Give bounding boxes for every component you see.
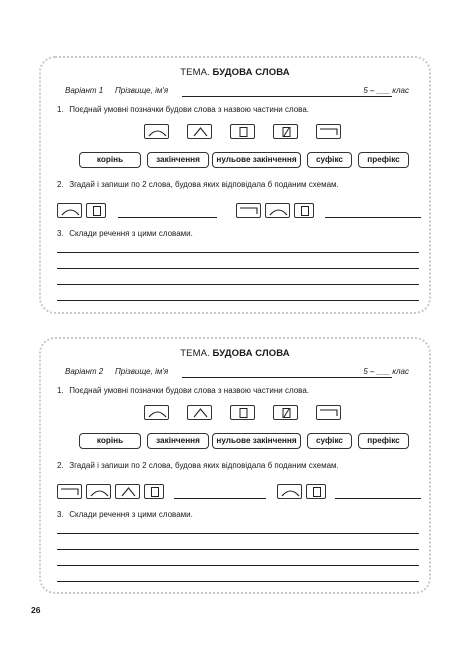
task-number: 2. bbox=[57, 461, 64, 470]
sentence-line[interactable] bbox=[57, 252, 419, 253]
scheme-b-ending bbox=[294, 203, 314, 218]
ending-box-symbol[interactable] bbox=[230, 405, 255, 420]
sentence-line[interactable] bbox=[57, 565, 419, 566]
variant-label: Варіант 1 bbox=[65, 86, 104, 95]
label-row bbox=[79, 433, 409, 449]
prefix-mark-icon bbox=[317, 125, 342, 140]
variant-label: Варіант 2 bbox=[65, 367, 104, 376]
prefix-mark-icon bbox=[58, 485, 83, 500]
suffix-caret-icon bbox=[188, 406, 213, 421]
task-text: Згадай і запиши по 2 слова, будова яких відповідала б поданим схемам. bbox=[69, 180, 339, 189]
scheme-a-ending bbox=[86, 203, 106, 218]
root-arc-icon bbox=[87, 485, 112, 500]
answer-line-b[interactable] bbox=[325, 217, 421, 218]
worksheet-title bbox=[41, 67, 429, 78]
task-number: 2. bbox=[57, 180, 64, 189]
task-3 bbox=[57, 510, 193, 519]
zero-ending-icon bbox=[274, 406, 299, 421]
root-arc-symbol[interactable] bbox=[144, 405, 169, 420]
ending-box-icon bbox=[231, 125, 256, 140]
label-prefix[interactable]: префікс bbox=[358, 152, 409, 168]
prefix-mark-icon bbox=[317, 406, 342, 421]
task-number: 3. bbox=[57, 510, 64, 519]
worksheet-variant-1 bbox=[39, 56, 431, 314]
ending-box-icon bbox=[307, 485, 327, 500]
scheme-a-prefix bbox=[57, 484, 82, 499]
title-topic: БУДОВА СЛОВА bbox=[212, 348, 290, 359]
sentence-line[interactable] bbox=[57, 300, 419, 301]
root-arc-icon bbox=[145, 406, 170, 421]
scheme-a-root bbox=[57, 203, 82, 218]
task-number: 1. bbox=[57, 386, 64, 395]
task-2 bbox=[57, 461, 339, 470]
sentence-line[interactable] bbox=[57, 581, 419, 582]
task-1 bbox=[57, 105, 309, 114]
root-arc-icon bbox=[266, 204, 291, 219]
task-text: Поєднай умовні позначки будови слова з назвою частини слова. bbox=[69, 105, 309, 114]
suffix-caret-symbol[interactable] bbox=[187, 124, 212, 139]
label-suffix[interactable]: суфікс bbox=[307, 152, 352, 168]
answer-line-a[interactable] bbox=[174, 498, 266, 499]
ending-box-symbol[interactable] bbox=[230, 124, 255, 139]
sentence-line[interactable] bbox=[57, 549, 419, 550]
grade-label: 5 – ___ клас bbox=[363, 86, 409, 95]
scheme-row bbox=[41, 484, 433, 499]
task-text: Згадай і запиши по 2 слова, будова яких відповідала б поданим схемам. bbox=[69, 461, 339, 470]
task-text: Склади речення з цими словами. bbox=[69, 510, 193, 519]
scheme-b-root bbox=[265, 203, 290, 218]
label-prefix[interactable]: префікс bbox=[358, 433, 409, 449]
ending-box-icon bbox=[231, 406, 256, 421]
scheme-row bbox=[41, 203, 433, 218]
root-arc-icon bbox=[58, 204, 83, 219]
name-label: Прізвище, ім'я bbox=[115, 367, 169, 376]
label-suffix[interactable]: суфікс bbox=[307, 433, 352, 449]
worksheet-variant-2 bbox=[39, 337, 431, 594]
answer-line-b[interactable] bbox=[335, 498, 421, 499]
page-number: 26 bbox=[31, 605, 41, 615]
prefix-mark-symbol[interactable] bbox=[316, 405, 341, 420]
scheme-a-suffix bbox=[115, 484, 140, 499]
root-arc-symbol[interactable] bbox=[144, 124, 169, 139]
suffix-caret-symbol[interactable] bbox=[187, 405, 212, 420]
name-write-line[interactable] bbox=[182, 377, 392, 378]
student-info-line bbox=[65, 86, 413, 100]
scheme-a-root bbox=[86, 484, 111, 499]
label-ending[interactable]: закінчення bbox=[147, 433, 209, 449]
scheme-a-ending bbox=[144, 484, 164, 499]
task-number: 3. bbox=[57, 229, 64, 238]
worksheet-title bbox=[41, 348, 429, 359]
label-zero-ending[interactable]: нульове закінчення bbox=[212, 152, 301, 168]
task-number: 1. bbox=[57, 105, 64, 114]
label-zero-ending[interactable]: нульове закінчення bbox=[212, 433, 301, 449]
name-label: Прізвище, ім'я bbox=[115, 86, 169, 95]
grade-label: 5 – ___ клас bbox=[363, 367, 409, 376]
sentence-line[interactable] bbox=[57, 533, 419, 534]
scheme-b-prefix bbox=[236, 203, 261, 218]
ending-box-icon bbox=[295, 204, 315, 219]
suffix-caret-icon bbox=[188, 125, 213, 140]
scheme-b-ending bbox=[306, 484, 326, 499]
student-info-line bbox=[65, 367, 413, 381]
label-ending[interactable]: закінчення bbox=[147, 152, 209, 168]
title-prefix: ТЕМА. bbox=[180, 67, 210, 78]
ending-box-icon bbox=[145, 485, 165, 500]
title-prefix: ТЕМА. bbox=[180, 348, 210, 359]
title-topic: БУДОВА СЛОВА bbox=[212, 67, 290, 78]
ending-box-icon bbox=[87, 204, 107, 219]
prefix-mark-icon bbox=[237, 204, 262, 219]
root-arc-icon bbox=[145, 125, 170, 140]
task-text: Склади речення з цими словами. bbox=[69, 229, 193, 238]
label-root[interactable]: корінь bbox=[79, 152, 141, 168]
task-2 bbox=[57, 180, 339, 189]
label-row bbox=[79, 152, 409, 168]
name-write-line[interactable] bbox=[182, 96, 392, 97]
zero-ending-symbol[interactable] bbox=[273, 405, 298, 420]
answer-line-a[interactable] bbox=[118, 217, 217, 218]
task-text: Поєднай умовні позначки будови слова з назвою частини слова. bbox=[69, 386, 309, 395]
scheme-b-root bbox=[277, 484, 302, 499]
zero-ending-symbol[interactable] bbox=[273, 124, 298, 139]
task-3 bbox=[57, 229, 193, 238]
root-arc-icon bbox=[278, 485, 303, 500]
sentence-line[interactable] bbox=[57, 268, 419, 269]
zero-ending-icon bbox=[274, 125, 299, 140]
symbol-row bbox=[41, 124, 433, 139]
label-root[interactable]: корінь bbox=[79, 433, 141, 449]
prefix-mark-symbol[interactable] bbox=[316, 124, 341, 139]
sentence-line[interactable] bbox=[57, 284, 419, 285]
task-1 bbox=[57, 386, 309, 395]
suffix-caret-icon bbox=[116, 485, 141, 500]
symbol-row bbox=[41, 405, 433, 420]
